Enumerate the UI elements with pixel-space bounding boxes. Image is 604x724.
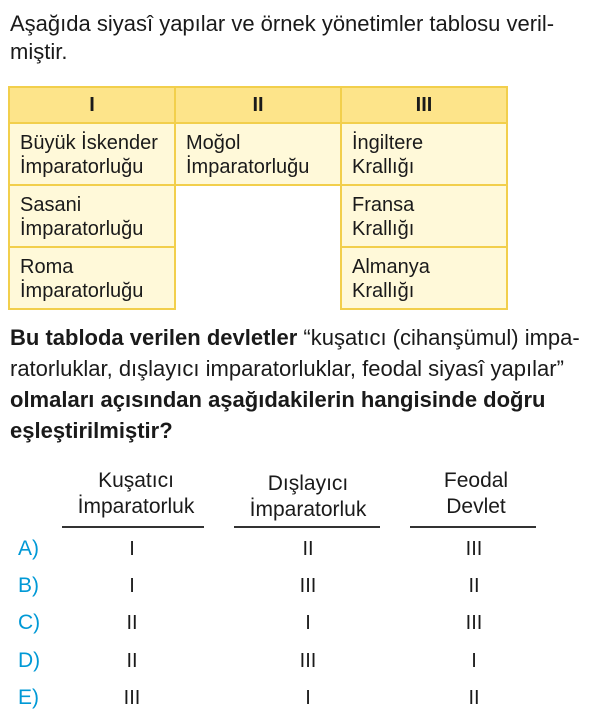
question-bold-1: Bu tabloda verilen devletler xyxy=(10,325,298,350)
option-b-value-3: II xyxy=(468,575,480,597)
table-row xyxy=(9,247,507,309)
table-row xyxy=(9,185,507,247)
table-cell xyxy=(9,247,175,309)
option-c[interactable] xyxy=(18,610,40,636)
cell-text: İngiltere Krallığı xyxy=(352,132,424,178)
question-text xyxy=(10,322,598,446)
option-label: E) xyxy=(18,686,39,709)
cell-text: Almanya Krallığı xyxy=(352,256,430,302)
column-header-iii: III xyxy=(341,87,507,123)
intro-line-1: Aşağıda siyasî yapılar ve örnek yönetimler tablosu veril- xyxy=(10,11,555,36)
intro-line-2: miştir. xyxy=(10,39,68,64)
option-d-value-2: III xyxy=(299,650,317,672)
header-underline xyxy=(410,526,536,528)
cell-text: Büyük İskender İmparatorluğu xyxy=(20,132,158,178)
table-cell xyxy=(341,185,507,247)
question-normal: “kuşatıcı (cihanşümul) impa-ratorluklar, dışlayıcı imparatorluklar, feodal siyasî yapılar” xyxy=(10,325,580,381)
option-d-value-1: II xyxy=(126,650,138,672)
empty-cell xyxy=(175,247,341,309)
option-a[interactable] xyxy=(18,536,39,562)
column-header-ii: II xyxy=(175,87,341,123)
question-bold-2: olmaları açısından aşağıdakilerin hangisinde doğru eşleştirilmiştir? xyxy=(10,387,546,443)
option-e-value-2: I xyxy=(305,687,311,709)
table-row xyxy=(9,123,507,185)
table-cell xyxy=(175,123,341,185)
option-c-value-3: III xyxy=(465,612,483,634)
header-underline xyxy=(62,526,204,528)
column-header-i: I xyxy=(9,87,175,123)
answer-header-feodal: Feodal Devlet xyxy=(443,469,509,518)
option-e[interactable] xyxy=(18,685,39,711)
states-table xyxy=(8,86,508,310)
option-b-value-2: III xyxy=(299,575,317,597)
answer-header-dislayici: Dışlayıcı İmparatorluk xyxy=(249,472,367,521)
option-b-value-1: I xyxy=(129,575,135,597)
option-a-value-3: III xyxy=(465,538,483,560)
option-a-value-1: I xyxy=(129,538,135,560)
intro-text xyxy=(10,10,598,66)
answer-header-kusatici: Kuşatıcı İmparatorluk xyxy=(77,469,195,518)
option-e-value-1: III xyxy=(123,687,141,709)
option-c-value-2: I xyxy=(305,612,311,634)
option-label: A) xyxy=(18,537,39,560)
header-underline xyxy=(234,526,380,528)
empty-cell xyxy=(175,185,341,247)
option-c-value-1: II xyxy=(126,612,138,634)
option-label: D) xyxy=(18,649,41,672)
option-label: B) xyxy=(18,574,39,597)
table-header-row xyxy=(9,87,507,123)
cell-text: Sasani İmparatorluğu xyxy=(20,194,144,240)
option-e-value-3: II xyxy=(468,687,480,709)
table-cell xyxy=(341,123,507,185)
table-cell xyxy=(9,123,175,185)
option-label: C) xyxy=(18,611,41,634)
cell-text: Roma İmparatorluğu xyxy=(20,256,144,302)
option-d-value-3: I xyxy=(471,650,477,672)
table-cell xyxy=(341,247,507,309)
option-d[interactable] xyxy=(18,648,40,674)
cell-text: Fransa Krallığı xyxy=(352,194,415,240)
option-a-value-2: II xyxy=(302,538,314,560)
cell-text: Moğol İmparatorluğu xyxy=(186,132,310,178)
table-cell xyxy=(9,185,175,247)
option-b[interactable] xyxy=(18,573,39,599)
